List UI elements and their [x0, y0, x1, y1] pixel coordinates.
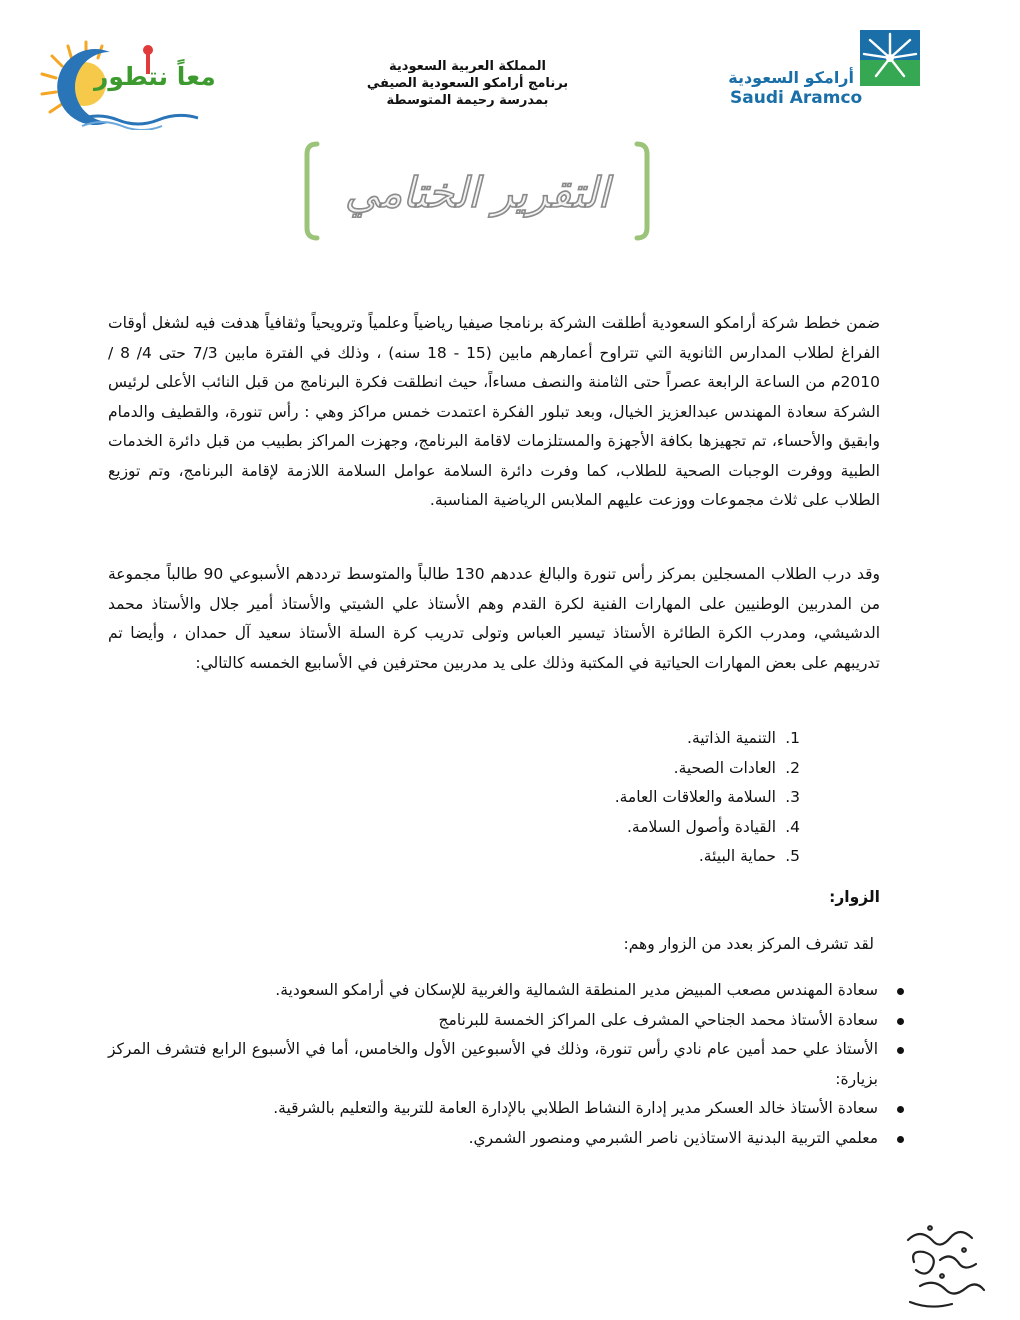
- visitor-text: معلمي التربية البدنية الاستاذين ناصر الشبرمي ومنصور الشمري.: [468, 1128, 878, 1147]
- visitors-intro: لقد تشرف المركز بعدد من الزوار وهم:: [623, 935, 874, 953]
- signature-icon: [880, 1210, 1000, 1320]
- header-line-program: برنامج أرامكو السعودية الصيفي: [366, 76, 569, 91]
- list-item: [500, 724, 800, 754]
- intro-paragraph: ضمن خطط شركة أرامكو السعودية أطلقت الشركة برنامجا صيفيا رياضياً وعلمياً وترويحياً وثقافياً هدفت فيه لشغل أوقات الفراغ لطلاب المدارس الثانوية التي تتراوح أعمارهم مابين (15 - 18 سنه) ، وذلك في الفترة مابين 7/3 حتى 4/ 8 / 2010م من الساعة الرابعة عصراً حتى الثامنة والنصف مساءاً، حيث انطلقت فكرة البرنامج من قبل النائب الأعلى لرئيس الشركة سعادة المهندس عبدالعزيز الخيال، وبعد تبلور الفكرة اعتمدت خمس مراكز وهي : رأس تنورة، والقطيف والدمام وابقيق والأحساء، تم تجهيزها بكافة الأجهزة والمستلزمات لاقامة البرنامج، وجهزت المراكز بطبيب من قبل دائرة الخدمات الطبية ووفرت الوجبات الصحية للطلاب، كما وفرت دائرة السلامة عوامل السلامة اللازمة لإقامة البرنامج، وتم توزيع الطلاب على ثلاث مجموعات ووزعت عليهم الملابس الرياضية المناسبة.: [108, 314, 880, 509]
- weekly-topics-list: [500, 724, 800, 872]
- list-text: حماية البيئة.: [698, 847, 776, 865]
- bullet-icon: [897, 1018, 904, 1025]
- training-paragraph: وقد درب الطلاب المسجلين بمركز رأس تنورة والبالغ عددهم 130 طالباً والمتوسط ترددهم الأسبوعي 90 طالباً مجموعة من المدربين الوطنيين على المهارات الفنية لكرة القدم وهم الأستاذ علي الشيتي والأستاذ أمير جلال والأستاذ محمد الدشيشي، ومدرب الكرة الطائرة الأستاذ تيسير العباس وتولى تدريب كرة السلة الأستاذ سعيد آل حمدان ، وأيضا تم تدريبهم على بعض المهارات الحياتية في المكتبة وذلك على يد مدربين محترفين في الأسابيع الخمسه كالتالي:: [108, 565, 880, 672]
- list-item: [500, 754, 800, 784]
- header-line-kingdom: المملكة العربية السعودية: [389, 59, 546, 74]
- bullet-icon: [897, 1047, 904, 1054]
- list-item: [108, 1006, 908, 1036]
- bullet-icon: [897, 1136, 904, 1143]
- title-frame: [303, 140, 651, 242]
- list-text: العادات الصحية.: [673, 758, 776, 777]
- visitor-text: الأستاذ علي حمد أمين عام نادي رأس تنورة، وذلك في الأسبوعين الأول والخامس، أما في الأسبوع الرابع فتشرف المركز بزيارة:: [108, 1040, 878, 1088]
- header-lines: [360, 58, 575, 109]
- list-item: [108, 1035, 908, 1094]
- program-logo-text: معاً نتطور: [94, 62, 216, 91]
- list-number: 5.: [785, 847, 800, 865]
- list-number: 2.: [785, 758, 800, 777]
- list-item: [108, 1094, 908, 1124]
- header-line-school: بمدرسة رحيمة المتوسطة: [386, 93, 549, 108]
- list-text: السلامة والعلاقات العامة.: [614, 788, 776, 806]
- list-number: 3.: [785, 788, 800, 806]
- list-item: [108, 976, 908, 1006]
- list-item: [500, 813, 800, 843]
- list-item: [500, 783, 800, 813]
- visitor-text: سعادة الأستاذ خالد العسكر مدير إدارة النشاط الطلابي بالإدارة العامة للتربية والتعليم بالشرقية.: [273, 1099, 878, 1117]
- visitor-text: سعادة الأستاذ محمد الجناحي المشرف على المراكز الخمسة للبرنامج: [438, 1010, 878, 1029]
- aramco-logo: [724, 30, 920, 112]
- list-number: 1.: [785, 729, 800, 747]
- visitors-list: [108, 976, 908, 1153]
- list-item: [108, 1124, 908, 1154]
- list-number: 4.: [785, 817, 800, 836]
- aramco-arabic-text: أرامكو السعودية: [728, 68, 854, 87]
- aramco-english-text: Saudi Aramco: [730, 88, 863, 108]
- list-item: [500, 842, 800, 872]
- program-logo: [38, 34, 216, 130]
- visitors-heading: الزوار:: [829, 888, 880, 906]
- visitor-text: سعادة المهندس مصعب المبيض مدير المنطقة الشمالية والغربية للإسكان في أرامكو السعودية.: [275, 981, 878, 999]
- bullet-icon: [897, 988, 904, 995]
- aramco-star-icon: [860, 30, 920, 86]
- list-text: التنمية الذاتية.: [687, 729, 776, 747]
- bullet-icon: [897, 1106, 904, 1113]
- list-text: القيادة وأصول السلامة.: [626, 817, 776, 836]
- page-title: التقرير الختامي: [344, 168, 610, 217]
